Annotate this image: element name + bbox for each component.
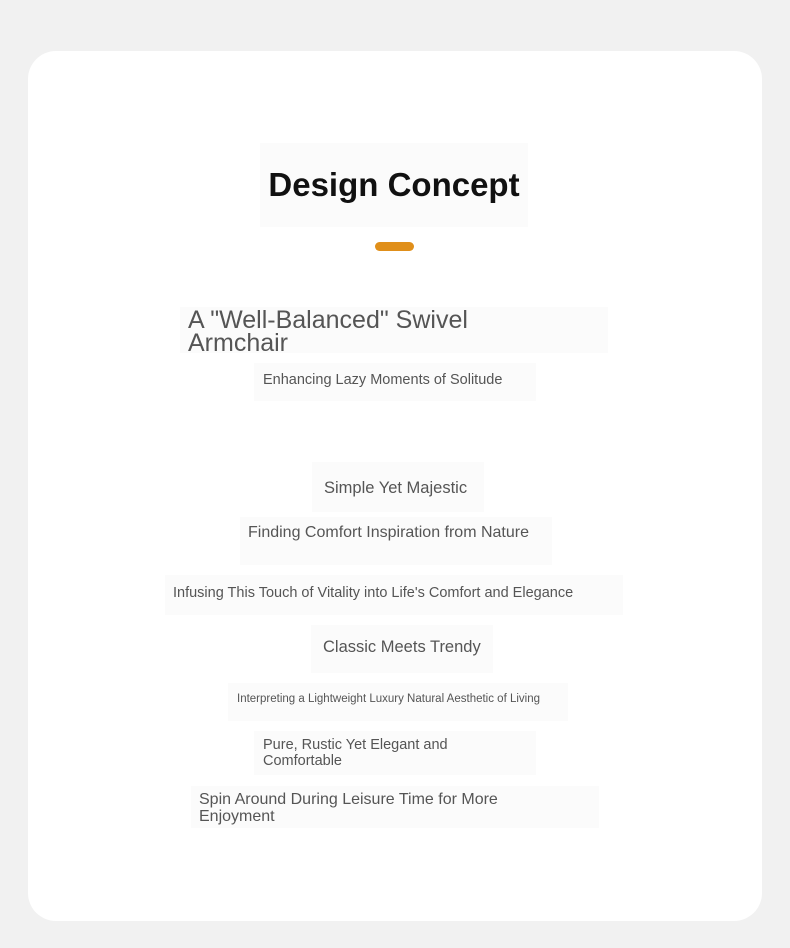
point-text: Infusing This Touch of Vitality into Life's Comfort and Elegance <box>173 585 574 601</box>
point-text: Finding Comfort Inspiration from Nature <box>248 524 529 541</box>
point-block <box>228 683 568 721</box>
title-block <box>260 143 528 227</box>
headline: A "Well-Balanced" Swivel Armchair <box>188 306 468 357</box>
point-text: Simple Yet Majestic <box>324 479 468 497</box>
headline-block <box>180 306 608 357</box>
subtitle-block <box>254 363 536 401</box>
point-block <box>312 462 484 512</box>
point-block <box>165 575 623 615</box>
point-block <box>311 625 493 673</box>
content-card <box>28 51 762 921</box>
point-text: Spin Around During Leisure Time for More Enjoyment <box>199 791 498 825</box>
point-text: Interpreting a Lightweight Luxury Natural Aesthetic of Living <box>237 693 541 705</box>
point-block <box>240 517 552 565</box>
accent-divider <box>375 242 414 251</box>
page-title: Design Concept <box>268 166 520 203</box>
point-block <box>191 786 599 828</box>
point-text: Pure, Rustic Yet Elegant and Comfortable <box>263 737 448 769</box>
subtitle: Enhancing Lazy Moments of Solitude <box>263 372 503 388</box>
point-text: Classic Meets Trendy <box>323 638 481 656</box>
point-block <box>254 731 536 775</box>
